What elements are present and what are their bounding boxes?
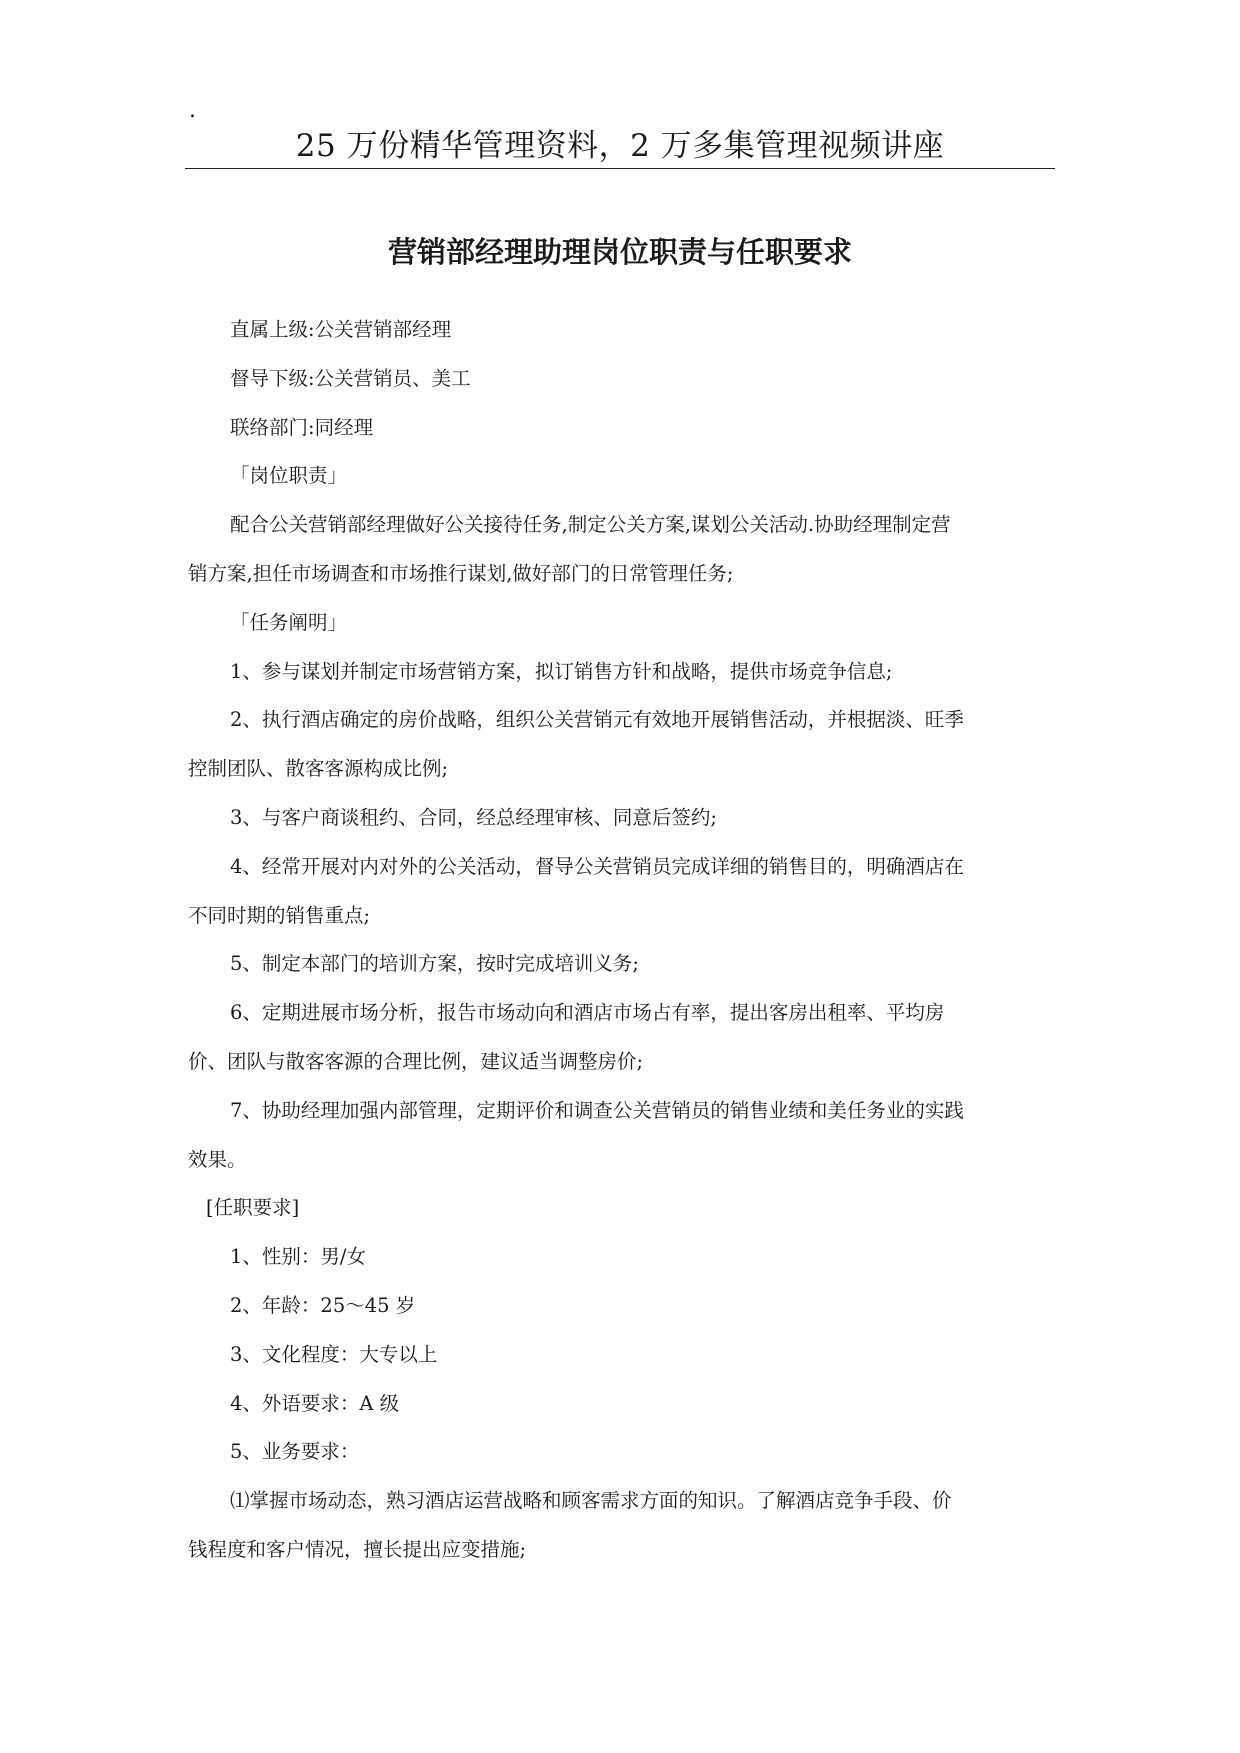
task-item-continuation: 控制团队、散客客源构成比例; bbox=[188, 757, 449, 781]
requirements-heading: [任职要求] bbox=[206, 1196, 300, 1220]
requirement-item: 2、年龄：25～45 岁 bbox=[230, 1293, 416, 1317]
requirement-item: 1、性别：男/女 bbox=[230, 1245, 366, 1269]
duties-heading: 「岗位职责」 bbox=[230, 464, 348, 488]
requirement-item: 5、业务要求： bbox=[230, 1440, 360, 1464]
task-item: 5、制定本部门的培训方案，按时完成培训义务; bbox=[230, 952, 639, 976]
info-liaison: 联络部门:同经理 bbox=[230, 415, 374, 439]
tasks-heading: 「任务阐明」 bbox=[230, 610, 348, 634]
document-title: 营销部经理助理岗位职责与任职要求 bbox=[387, 235, 852, 269]
requirement-item: 3、文化程度：大专以上 bbox=[230, 1342, 438, 1366]
duties-paragraph-line: 销方案,担任市场调查和市场推行谋划,做好部门的日常管理任务; bbox=[188, 561, 734, 585]
task-item-continuation: 价、团队与散客客源的合理比例，建议适当调整房价; bbox=[188, 1049, 644, 1073]
requirement-item: 4、外语要求：A 级 bbox=[230, 1391, 400, 1415]
requirement-sub-item-continuation: 钱程度和客户情况，擅长提出应变措施; bbox=[188, 1537, 527, 1561]
info-superior: 直属上级:公关营销部经理 bbox=[230, 318, 452, 341]
task-item-continuation: 不同时期的销售重点; bbox=[188, 903, 371, 927]
header-dot: . bbox=[189, 98, 196, 123]
task-item: 3、与客户商谈租约、合同，经总经理审核、同意后签约; bbox=[230, 805, 717, 829]
info-subordinate: 督导下级:公关营销员、美工 bbox=[230, 366, 471, 390]
task-item: 7、协助经理加强内部管理，定期评价和调查公关营销员的销售业绩和美任务业的实践 bbox=[230, 1098, 964, 1122]
header-banner: 25 万份精华管理资料，2 万多集管理视频讲座 bbox=[295, 128, 945, 164]
task-item-continuation: 效果。 bbox=[188, 1147, 247, 1171]
header-divider bbox=[185, 168, 1055, 169]
task-item: 2、执行酒店确定的房价战略，组织公关营销元有效地开展销售活动，并根据淡、旺季 bbox=[230, 708, 964, 732]
document-body bbox=[188, 306, 1054, 1575]
requirement-sub-item: ⑴掌握市场动态，熟习酒店运营战略和顾客需求方面的知识。了解酒店竞争手段、价 bbox=[230, 1489, 952, 1513]
task-item: 6、定期进展市场分析，报告市场动向和酒店市场占有率，提出客房出租率、平均房 bbox=[230, 1001, 945, 1025]
task-item: 4、经常开展对内对外的公关活动，督导公关营销员完成详细的销售目的，明确酒店在 bbox=[230, 854, 964, 878]
duties-paragraph-line: 配合公关营销部经理做好公关接待任务,制定公关方案,谋划公关活动.协助经理制定营 bbox=[230, 513, 951, 537]
task-item: 1、参与谋划并制定市场营销方案，拟订销售方针和战略，提供市场竞争信息; bbox=[230, 659, 893, 683]
